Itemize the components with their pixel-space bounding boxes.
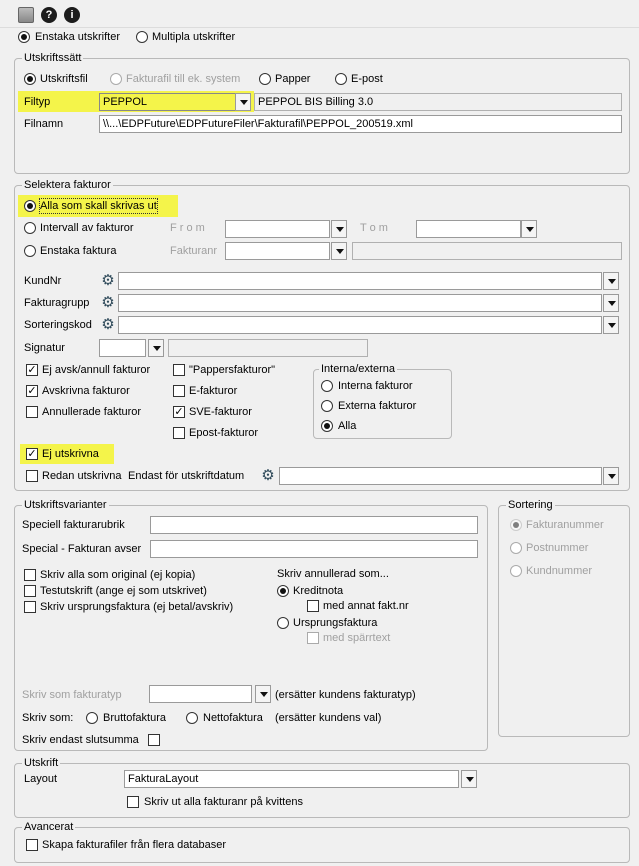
tom-input[interactable] — [416, 220, 521, 238]
kundnr-input[interactable] — [118, 272, 602, 290]
fakturagrupp-label: Fakturagrupp — [24, 297, 90, 309]
sortering-legend: Sortering — [508, 499, 553, 511]
signatur-dropdown-button[interactable] — [148, 339, 164, 357]
layout-input[interactable]: FakturaLayout — [124, 770, 459, 788]
sorteringskod-label: Sorteringskod — [24, 319, 92, 331]
kreditnota-label: Kreditnota — [293, 585, 344, 597]
brutto-radio[interactable] — [86, 712, 98, 724]
redan-utskrivna-label: Redan utskrivna — [42, 470, 122, 482]
alla-interna-label: Alla — [338, 420, 357, 432]
signatur-input[interactable] — [99, 339, 146, 357]
signatur-description — [168, 339, 368, 357]
printer-icon[interactable] — [18, 7, 34, 23]
skapa-label: Skapa fakturafiler från flera databaser — [42, 839, 227, 851]
annullerad-label: Skriv annullerad som... — [277, 568, 389, 580]
alla-fakturanr-checkbox[interactable] — [127, 796, 139, 808]
utskriftssatt-legend: Utskriftssätt — [24, 52, 82, 64]
ursprungsfaktura-radio-label: Ursprungsfaktura — [293, 617, 378, 629]
slutsumma-label: Skriv endast slutsumma — [22, 734, 139, 746]
speciell-label: Speciell fakturarubrik — [22, 519, 125, 531]
e-fakturor-label: E-fakturor — [189, 385, 238, 397]
ej-avsk-label: Ej avsk/annull fakturor — [42, 364, 151, 376]
kundnummer-radio[interactable] — [510, 565, 522, 577]
ej-avsk-checkbox[interactable]: ✓ — [27, 364, 37, 376]
enstaka-radio[interactable] — [24, 245, 36, 257]
testutskrift-checkbox[interactable] — [24, 585, 36, 597]
alla-radio[interactable] — [24, 200, 36, 212]
epost-radio[interactable] — [335, 73, 347, 85]
alla-label: Alla som skall skrivas ut — [40, 200, 157, 212]
redan-utskrivna-checkbox[interactable] — [26, 470, 38, 482]
from-dropdown-button[interactable] — [331, 220, 347, 238]
annullerade-label: Annullerade fakturor — [42, 406, 142, 418]
special-label: Special - Fakturan avser — [22, 543, 142, 555]
fakturatyp-dropdown-button[interactable] — [255, 685, 271, 703]
pappersfakturor-checkbox[interactable] — [173, 364, 185, 376]
netto-label: Nettofaktura — [203, 712, 263, 724]
alla-fakturanr-label: Skriv ut alla fakturanr på kvittens — [144, 796, 303, 808]
externa-radio[interactable] — [321, 400, 333, 412]
sorteringskod-dropdown-button[interactable] — [603, 316, 619, 334]
e-fakturor-checkbox[interactable] — [173, 385, 185, 397]
skapa-checkbox[interactable] — [26, 839, 38, 851]
epost-fakturor-label: Epost-fakturor — [189, 427, 259, 439]
tom-dropdown-button[interactable] — [521, 220, 537, 238]
special-input[interactable] — [150, 540, 478, 558]
layout-label: Layout — [24, 773, 58, 785]
fakturanummer-label: Fakturanummer — [526, 519, 604, 531]
utskrift-legend: Utskrift — [24, 757, 59, 769]
endast-dropdown-button[interactable] — [603, 467, 619, 485]
original-label: Skriv alla som original (ej kopia) — [40, 569, 196, 581]
fakturagrupp-dropdown-button[interactable] — [603, 294, 619, 312]
endast-input[interactable] — [279, 467, 602, 485]
kundnr-label: KundNr — [24, 275, 62, 287]
brutto-label: Bruttofaktura — [103, 712, 166, 724]
single-mode-label: Enstaka utskrifter — [35, 31, 120, 43]
fakturafil-radio[interactable] — [110, 73, 122, 85]
filtyp-label: Filtyp — [24, 96, 51, 108]
netto-radio[interactable] — [186, 712, 198, 724]
fakturanr-input[interactable] — [225, 242, 330, 260]
avskrivna-checkbox[interactable]: ✓ — [27, 385, 37, 397]
alla-interna-radio[interactable] — [321, 420, 333, 432]
endast-label: Endast för utskriftdatum — [128, 470, 245, 482]
fakturanr-label: Fakturanr — [170, 245, 218, 257]
epost-label: E-post — [351, 73, 383, 85]
ej-utskrivna-label: Ej utskrivna — [42, 448, 99, 460]
selektera-legend: Selektera fakturor — [24, 179, 111, 191]
avskrivna-label: Avskrivna fakturor — [42, 385, 130, 397]
from-input[interactable] — [225, 220, 330, 238]
med-sparrtext-label: med spärrtext — [323, 632, 391, 644]
papper-radio[interactable] — [259, 73, 271, 85]
from-label: F r o m — [170, 222, 205, 234]
kundnr-gear-icon[interactable]: ⚙ — [101, 272, 115, 289]
intervall-radio[interactable] — [24, 222, 36, 234]
papper-label: Papper — [275, 73, 311, 85]
filnamn-label: Filnamn — [24, 118, 64, 130]
slutsumma-checkbox[interactable] — [148, 734, 160, 746]
kreditnota-radio[interactable] — [277, 585, 289, 597]
filnamn-input[interactable]: \\...\EDPFuture\EDPFutureFiler\Fakturafil\PEPPOL_200519.xml — [99, 115, 622, 133]
signatur-label: Signatur — [24, 342, 65, 354]
filtyp-select[interactable]: PEPPOL — [99, 93, 236, 111]
interna-radio[interactable] — [321, 380, 333, 392]
utskriftsfil-label: Utskriftsfil — [40, 73, 88, 85]
avancerat-legend: Avancerat — [24, 821, 74, 833]
skriv-som-note: (ersätter kundens val) — [275, 712, 382, 724]
multi-mode-label: Multipla utskrifter — [152, 31, 236, 43]
info-icon[interactable]: i — [64, 7, 80, 23]
enstaka-label: Enstaka faktura — [40, 245, 117, 257]
fakturatyp-note: (ersätter kundens fakturatyp) — [275, 689, 416, 701]
postnummer-radio[interactable] — [510, 542, 522, 554]
postnummer-label: Postnummer — [526, 542, 589, 554]
externa-label: Externa fakturor — [338, 400, 417, 412]
layout-dropdown-button[interactable] — [461, 770, 477, 788]
med-annat-checkbox[interactable] — [307, 600, 319, 612]
sve-fakturor-checkbox[interactable]: ✓ — [174, 406, 184, 418]
ursprungsfaktura-label: Skriv ursprungsfaktura (ej betal/avskriv) — [40, 601, 234, 613]
interna-externa-legend: Interna/externa — [321, 363, 395, 375]
interna-label: Interna fakturor — [338, 380, 413, 392]
testutskrift-label: Testutskrift (ange ej som utskrivet) — [40, 585, 207, 597]
intervall-label: Intervall av fakturor — [40, 222, 134, 234]
pappersfakturor-label: "Pappersfakturor" — [189, 364, 276, 376]
annullerade-checkbox[interactable] — [26, 406, 38, 418]
sorteringskod-gear-icon[interactable]: ⚙ — [101, 316, 115, 333]
speciell-input[interactable] — [150, 516, 478, 534]
kundnummer-label: Kundnummer — [526, 565, 593, 577]
utskriftsfil-radio[interactable] — [24, 73, 36, 85]
fakturanr-dropdown-button[interactable] — [331, 242, 347, 260]
kundnr-dropdown-button[interactable] — [603, 272, 619, 290]
ej-utskrivna-checkbox[interactable]: ✓ — [27, 448, 37, 460]
med-annat-label: med annat fakt.nr — [323, 600, 409, 612]
sortering-group — [498, 505, 630, 737]
multi-mode-radio[interactable] — [136, 31, 148, 43]
fakturanr-description — [352, 242, 622, 260]
fakturafil-label: Fakturafil till ek. system — [126, 73, 241, 85]
toolbar — [0, 0, 639, 28]
filtyp-dropdown-button[interactable] — [235, 93, 251, 111]
varianter-legend: Utskriftsvarianter — [24, 499, 107, 511]
filtyp-description: PEPPOL BIS Billing 3.0 — [254, 93, 622, 111]
epost-fakturor-checkbox[interactable] — [173, 427, 185, 439]
ursprungsfaktura-radio[interactable] — [277, 617, 289, 629]
skriv-som-label: Skriv som: — [22, 712, 74, 724]
fakturagrupp-input[interactable] — [118, 294, 602, 312]
ursprungsfaktura-checkbox[interactable] — [24, 601, 36, 613]
help-icon[interactable]: ? — [41, 7, 57, 23]
fakturatyp-input[interactable] — [149, 685, 252, 703]
fakturagrupp-gear-icon[interactable]: ⚙ — [101, 294, 115, 311]
fakturatyp-label: Skriv som fakturatyp — [22, 689, 122, 701]
single-mode-radio[interactable] — [18, 31, 30, 43]
original-checkbox[interactable] — [24, 569, 36, 581]
endast-gear-icon[interactable]: ⚙ — [261, 467, 275, 484]
sorteringskod-input[interactable] — [118, 316, 602, 334]
med-sparrtext-checkbox[interactable] — [307, 632, 319, 644]
fakturanummer-radio[interactable] — [510, 519, 522, 531]
sve-fakturor-label: SVE-fakturor — [189, 406, 252, 418]
tom-label: T o m — [360, 222, 388, 234]
